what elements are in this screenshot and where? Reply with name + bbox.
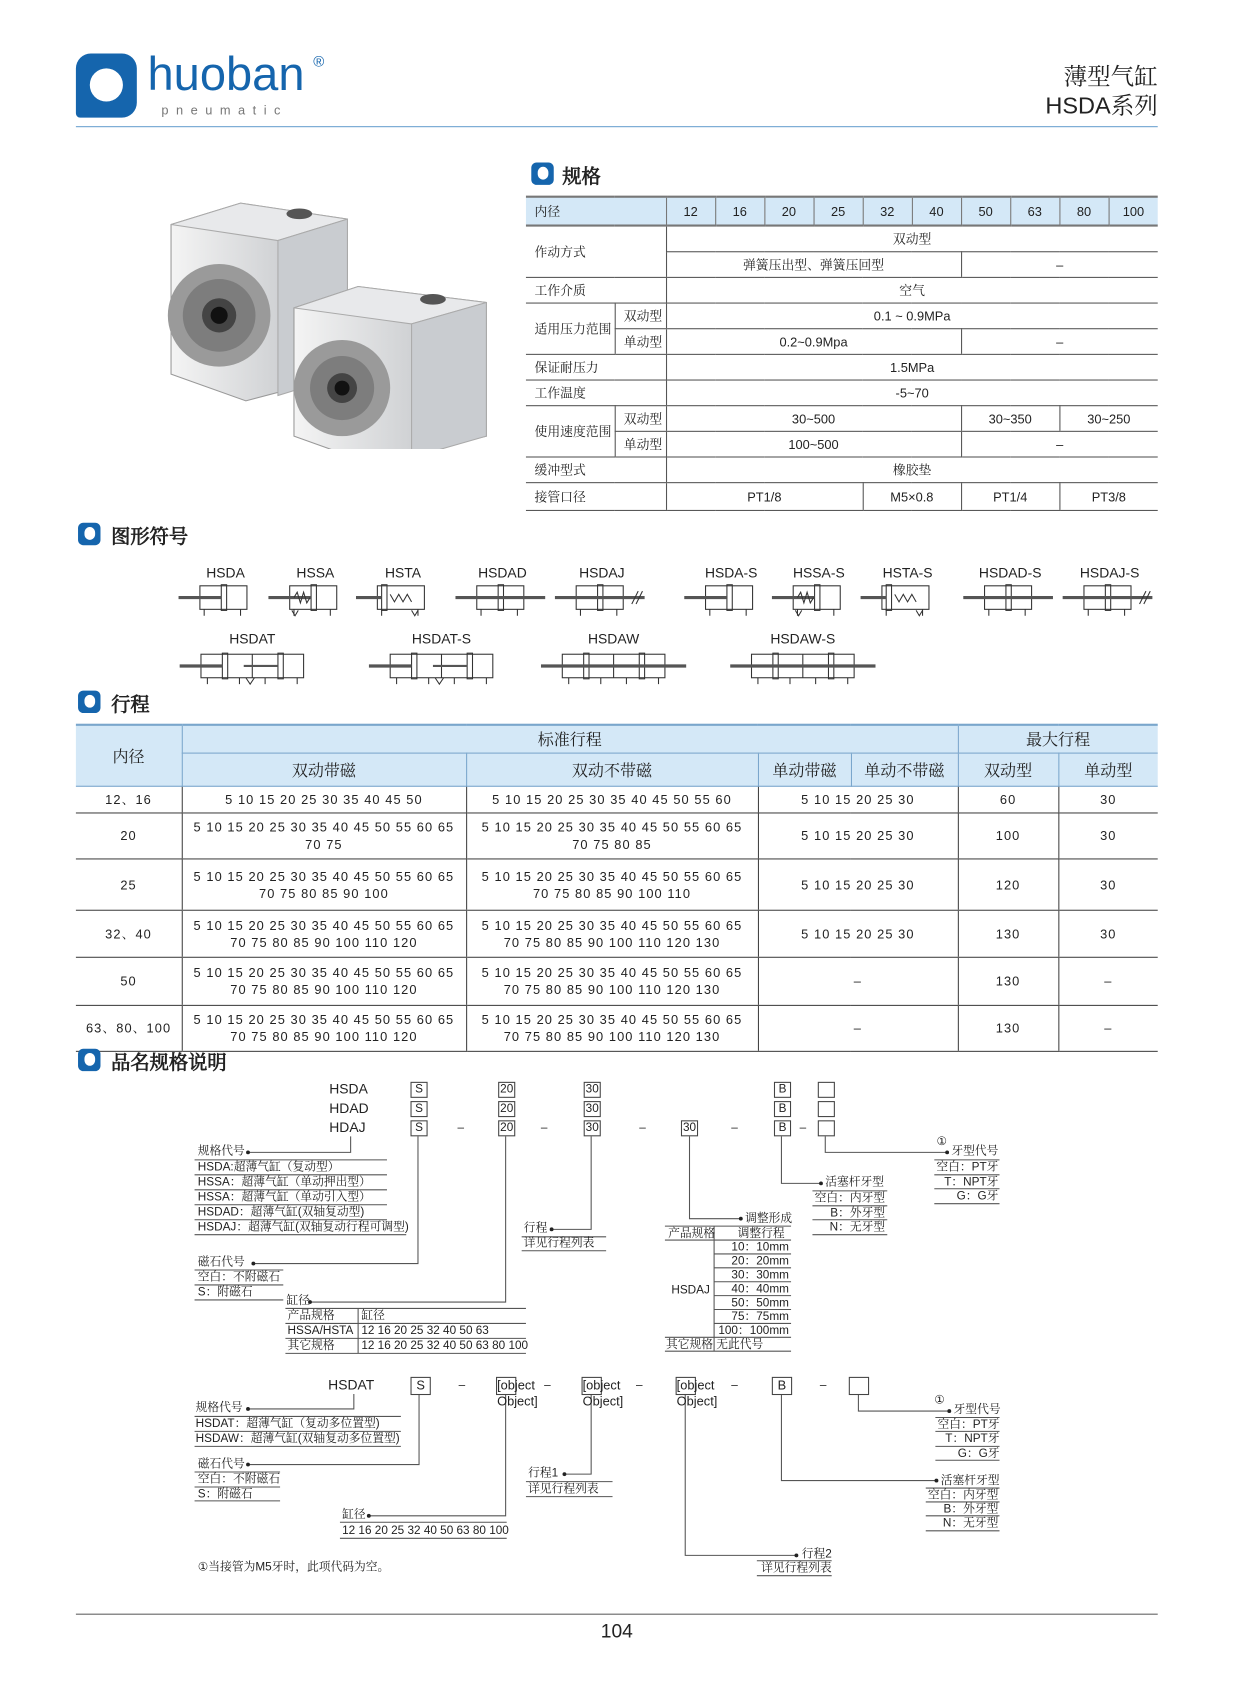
- spec-label: 使用速度范围: [526, 406, 615, 457]
- spec-code-item: HSDA:超薄气缸（复动型）: [197, 1160, 340, 1174]
- bore-model: 其它规格: [287, 1339, 335, 1353]
- bore-title: 缸径: [342, 1508, 366, 1522]
- symbol-label: HSDAT: [229, 630, 276, 647]
- cell-single-mag: –: [758, 1005, 958, 1051]
- magnet-code-box: S: [410, 1377, 430, 1395]
- spec-value: PT1/4: [961, 483, 1059, 511]
- registered-mark: ®: [313, 52, 325, 70]
- cell-double-mag: 5 10 15 20 25 30 35 40 45 50 55 60 65 70 75 80 85 90 100: [182, 859, 466, 910]
- spec-value: PT3/8: [1059, 483, 1157, 511]
- thread-code-box: [818, 1082, 835, 1098]
- cell-bore: 25: [76, 859, 182, 910]
- rod-thread-item: B：外牙型: [943, 1503, 999, 1516]
- spec-code-item: HSSA：超薄气缸（单动引入型）: [197, 1190, 371, 1204]
- rod-thread-item: 空白：内牙型: [814, 1191, 886, 1205]
- port-thread-title: 牙型代号: [951, 1144, 999, 1158]
- cell-max-double: 60: [958, 786, 1058, 813]
- col-header-double-nomag: 双动不带磁: [466, 753, 758, 786]
- bore-value: 12: [666, 197, 715, 226]
- rod-thread-item: N：无牙型: [829, 1220, 886, 1234]
- port-thread-item: G：G牙: [957, 1447, 1000, 1461]
- bore-values: 12 16 20 25 32 40 50 63 80 100: [361, 1339, 529, 1353]
- page-series: HSDA系列: [1045, 91, 1158, 119]
- rod-code-box: B: [774, 1101, 791, 1117]
- model-code: HSDA: [329, 1080, 368, 1097]
- cell-double-mag: 5 10 15 20 25 30 35 40 45 50 55 60 65 70 75 80 85 90 100 110 120: [182, 910, 466, 957]
- spec-label: 保证耐压力: [526, 354, 666, 380]
- cell-bore: 32、40: [76, 910, 182, 957]
- magnet-code-item: 空白：不附磁石: [197, 1473, 281, 1486]
- thread-code-box: [849, 1377, 869, 1395]
- spec-value: –: [961, 431, 1158, 457]
- cell-max-double: 130: [958, 910, 1058, 957]
- bore-value: 63: [1010, 197, 1059, 226]
- bore-values: 12 16 20 25 32 40 50 63 80 100: [342, 1524, 509, 1538]
- cell-max-single: 30: [1058, 910, 1157, 957]
- section-title-symbols: 图形符号: [111, 525, 189, 548]
- symbol-label: HSDAW: [588, 630, 640, 647]
- spec-code-item: HSDAD：超薄气缸(双轴复动型): [197, 1205, 365, 1219]
- separator-dash: –: [731, 1121, 738, 1135]
- spec-sublabel: 双动型: [615, 303, 666, 329]
- magnet-code-item: S：附磁石: [197, 1286, 253, 1299]
- separator-dash: –: [458, 1379, 466, 1392]
- spec-value: –: [961, 329, 1158, 355]
- adjust-value: 30：30mm: [731, 1268, 789, 1282]
- bore-value: 100: [1109, 197, 1158, 226]
- cell-double-mag: 5 10 15 20 25 30 35 40 45 50 55 60 65 70 75 80 85 90 100 110 120: [182, 957, 466, 1005]
- spec-code-item: HSDAT：超薄气缸（复动多位置型): [195, 1417, 380, 1431]
- spec-label: 接管口径: [526, 483, 666, 511]
- col-header-double-mag: 双动带磁: [182, 753, 466, 786]
- page-number: 104: [600, 1620, 633, 1642]
- model-code: HDAD: [329, 1100, 369, 1117]
- stroke-code-box: 30: [584, 1082, 601, 1098]
- cell-double-mag: 5 10 15 20 25 30 35 40 45 50 55 60 65 70 75: [182, 813, 466, 859]
- model-code: HSDAT: [328, 1376, 375, 1393]
- spec-label: 作动方式: [526, 226, 666, 278]
- spec-code-item: HSDAJ：超薄气缸(双轴复动行程可调型): [197, 1220, 409, 1234]
- stroke-note: 详见行程列表: [523, 1236, 595, 1250]
- port-thread-title: 牙型代号: [953, 1403, 1001, 1417]
- separator-dash: –: [799, 1121, 807, 1135]
- symbol-label: HSDAJ-S: [1079, 564, 1140, 581]
- bore-value: 80: [1059, 197, 1108, 226]
- separator-dash: –: [819, 1379, 827, 1392]
- separator-dash: –: [636, 1379, 643, 1392]
- cell-max-single: 30: [1058, 813, 1157, 859]
- cell-max-single: –: [1058, 957, 1157, 1005]
- bore-model: HSSA/HSTA: [287, 1324, 354, 1338]
- separator-dash: –: [540, 1121, 548, 1135]
- port-thread-item: 空白：PT牙: [936, 1160, 999, 1174]
- cell-max-double: 120: [958, 859, 1058, 910]
- cell-max-double: 130: [958, 1005, 1058, 1051]
- cell-bore: 63、80、100: [76, 1005, 182, 1051]
- spec-value: PT1/8: [666, 483, 863, 511]
- magnet-code-box: S: [410, 1082, 427, 1098]
- cell-double-nomag: 5 10 15 20 25 30 35 40 45 50 55 60 65 70 75 80 85 90 100 110 120 130: [466, 1005, 758, 1051]
- adjust-value: 40：40mm: [731, 1282, 789, 1296]
- symbol-label: HSDAT-S: [411, 630, 472, 647]
- spec-label: 缓冲型式: [526, 457, 666, 483]
- stroke2-title: 行程2: [801, 1547, 832, 1561]
- spec-label: 工作介质: [526, 277, 666, 303]
- bore-title: 缸径: [286, 1294, 311, 1308]
- adjust-title: 调整形成: [745, 1212, 793, 1226]
- cell-double-nomag: 5 10 15 20 25 30 35 40 45 50 55 60 65 70 75 80 85: [466, 813, 758, 859]
- spec-value: 0.2~0.9Mpa: [666, 329, 961, 355]
- symbol-label: HSDAW-S: [770, 630, 836, 647]
- port-thread-item: G：G牙: [956, 1189, 999, 1203]
- magnet-code-item: 空白：不附磁石: [197, 1271, 281, 1284]
- adjust-other-value: 无此代号: [716, 1338, 764, 1352]
- spec-value: -5~70: [666, 380, 1158, 406]
- magnet-code-box: S: [410, 1120, 427, 1136]
- bore-value: 25: [814, 197, 863, 226]
- adjust-model: HSDAJ: [671, 1283, 710, 1297]
- brand-subtitle: pneumatic: [161, 102, 288, 118]
- cell-bore: 12、16: [76, 786, 182, 813]
- adjust-value: 50：50mm: [731, 1296, 789, 1310]
- spec-code-title: 规格代号: [195, 1401, 243, 1415]
- cell-double-mag: 5 10 15 20 25 30 35 40 45 50: [182, 786, 466, 813]
- symbol-label: HSDAJ: [579, 564, 625, 581]
- thread-code-box: [818, 1120, 835, 1136]
- adjust-value: 20：20mm: [731, 1255, 789, 1268]
- spec-value: 0.1 ~ 0.9MPa: [666, 303, 1158, 329]
- spec-label: 内径: [526, 197, 666, 226]
- spec-value: 30~350: [961, 406, 1059, 432]
- bore-value: 20: [764, 197, 813, 226]
- footnote-mark: ①: [936, 1135, 948, 1149]
- rod-thread-item: N：无牙型: [942, 1516, 999, 1530]
- section-title-stroke: 行程: [111, 693, 150, 716]
- magnet-code-title: 磁石代号: [197, 1458, 245, 1471]
- spec-value: 弹簧压出型、弹簧压回型: [666, 252, 961, 278]
- bore-value: 16: [715, 197, 764, 226]
- section-title-naming: 品名规格说明: [111, 1051, 227, 1074]
- cell-double-nomag: 5 10 15 20 25 30 35 40 45 50 55 60 65 70 75 80 85 90 100 110 120 130: [466, 957, 758, 1005]
- symbol-label: HSDA: [206, 564, 245, 581]
- spec-sublabel: 单动型: [615, 431, 666, 457]
- symbol-label: HSDAD-S: [978, 564, 1042, 581]
- spec-value: 30~500: [666, 406, 961, 432]
- spec-value: 30~250: [1059, 406, 1157, 432]
- symbol-label: HSSA-S: [792, 564, 845, 581]
- bore-values: 12 16 20 25 32 40 50 63: [361, 1324, 489, 1338]
- spec-value: –: [961, 252, 1158, 278]
- cell-single-mag: 5 10 15 20 25 30: [758, 813, 958, 859]
- separator-dash: –: [639, 1121, 646, 1135]
- spec-label: 工作温度: [526, 380, 666, 406]
- col-header-standard: 标准行程: [182, 725, 958, 753]
- adjust-header: 调整行程: [737, 1227, 785, 1241]
- section-title-spec: 规格: [562, 165, 601, 188]
- rod-thread-title: 活塞杆牙型: [940, 1474, 1000, 1487]
- page-title: 薄型气缸: [1063, 63, 1158, 90]
- rod-code-box: B: [772, 1377, 792, 1395]
- spec-value: 空气: [666, 277, 1158, 303]
- stroke2-note: 详见行程列表: [761, 1561, 832, 1575]
- port-thread-item: 空白：PT牙: [937, 1418, 1000, 1432]
- separator-dash: –: [544, 1379, 551, 1392]
- adjust-header: 产品规格: [668, 1227, 716, 1241]
- adjust-value: 100：100mm: [718, 1324, 789, 1338]
- symbol-label: HSSA: [296, 564, 335, 581]
- spec-label: 适用压力范围: [526, 303, 615, 354]
- col-header-single-mag: 单动带磁: [758, 753, 851, 786]
- bore-code-box: 20: [498, 1120, 515, 1136]
- stroke1-note: 详见行程列表: [528, 1482, 599, 1496]
- magnet-code-box: S: [410, 1101, 427, 1117]
- rod-thread-item: 空白：内牙型: [927, 1489, 999, 1502]
- spec-value: 1.5MPa: [666, 354, 1158, 380]
- rod-code-box: B: [774, 1082, 791, 1098]
- cell-double-nomag: 5 10 15 20 25 30 35 40 45 50 55 60: [466, 786, 758, 813]
- bore-header: 缸径: [361, 1309, 385, 1323]
- spec-value: 100~500: [666, 431, 961, 457]
- cell-single-mag: –: [758, 957, 958, 1005]
- spec-value: 橡胶垫: [666, 457, 1158, 483]
- symbol-label: HSTA: [384, 564, 422, 581]
- footnote: ①当接管为M5牙时，此项代码为空。: [197, 1560, 390, 1574]
- adjust-other: 其它规格: [665, 1338, 714, 1352]
- cell-bore: 20: [76, 813, 182, 859]
- port-thread-item: T：NPT牙: [945, 1432, 1000, 1446]
- bore-value: 32: [863, 197, 912, 226]
- col-header-single-nomag: 单动不带磁: [851, 753, 958, 786]
- cell-max-single: 30: [1058, 786, 1157, 813]
- bore-code-box: 20: [498, 1101, 515, 1117]
- stroke-code-box: 30: [584, 1101, 601, 1117]
- cell-double-nomag: 5 10 15 20 25 30 35 40 45 50 55 60 65 70 75 80 85 90 100 110 120 130: [466, 910, 758, 957]
- spec-sublabel: 单动型: [615, 329, 666, 355]
- symbol-label: HSTA-S: [882, 564, 933, 581]
- brand-name: huoban: [147, 48, 305, 101]
- spec-code-item: HSDAW：超薄气缸(双轴复动多位置型): [195, 1432, 400, 1446]
- col-header-max-double: 双动型: [958, 753, 1058, 786]
- bore-value: 50: [961, 197, 1010, 226]
- cell-double-mag: 5 10 15 20 25 30 35 40 45 50 55 60 65 70 75 80 85 90 100 110 120: [182, 1005, 466, 1051]
- bore-code-box: 20: [498, 1082, 515, 1098]
- adjust-code-box: 30: [681, 1120, 698, 1136]
- model-code: HDAJ: [329, 1119, 366, 1136]
- spec-code-item: HSSA：超薄气缸（单动押出型）: [197, 1175, 371, 1189]
- footnote-mark: ①: [934, 1393, 945, 1407]
- cell-max-double: 130: [958, 957, 1058, 1005]
- cell-double-nomag: 5 10 15 20 25 30 35 40 45 50 55 60 65 70 75 80 85 90 100 110: [466, 859, 758, 910]
- spec-value: M5×0.8: [863, 483, 961, 511]
- cell-max-single: 30: [1058, 859, 1157, 910]
- symbol-label: HSDAD: [478, 564, 527, 581]
- bore-value: 40: [912, 197, 961, 226]
- stroke2-code-box: [object Object]: [676, 1377, 718, 1409]
- adjust-value: 75：75mm: [731, 1310, 789, 1324]
- stroke1-code-box: [object Object]: [582, 1377, 624, 1409]
- symbol-label: HSDA-S: [704, 564, 758, 581]
- spec-sublabel: 双动型: [615, 406, 666, 432]
- cell-max-double: 100: [958, 813, 1058, 859]
- cell-single-mag: 5 10 15 20 25 30: [758, 786, 958, 813]
- port-thread-item: T：NPT牙: [944, 1175, 999, 1189]
- rod-code-box: B: [774, 1120, 791, 1136]
- bore-code-box: [object Object]: [497, 1377, 538, 1409]
- spec-code-title: 规格代号: [197, 1144, 245, 1158]
- rod-thread-title: 活塞杆牙型: [825, 1175, 885, 1189]
- separator-dash: –: [457, 1121, 465, 1135]
- spec-value: 双动型: [666, 226, 1158, 252]
- magnet-code-title: 磁石代号: [197, 1256, 245, 1269]
- stroke1-title: 行程1: [528, 1466, 559, 1480]
- cell-single-mag: 5 10 15 20 25 30: [758, 859, 958, 910]
- separator-dash: –: [731, 1379, 738, 1392]
- cell-max-single: –: [1058, 1005, 1157, 1051]
- cell-bore: 50: [76, 957, 182, 1005]
- bore-header: 产品规格: [287, 1309, 335, 1323]
- magnet-code-item: S：附磁石: [197, 1488, 253, 1501]
- adjust-value: 10：10mm: [731, 1241, 789, 1254]
- col-header-bore: 内径: [76, 725, 182, 786]
- cell-single-mag: 5 10 15 20 25 30: [758, 910, 958, 957]
- col-header-max: 最大行程: [958, 725, 1158, 753]
- thread-code-box: [818, 1101, 835, 1117]
- stroke-title: 行程: [523, 1221, 548, 1235]
- stroke-code-box: 30: [584, 1120, 601, 1136]
- rod-thread-item: B：外牙型: [830, 1206, 886, 1220]
- col-header-max-single: 单动型: [1058, 753, 1157, 786]
